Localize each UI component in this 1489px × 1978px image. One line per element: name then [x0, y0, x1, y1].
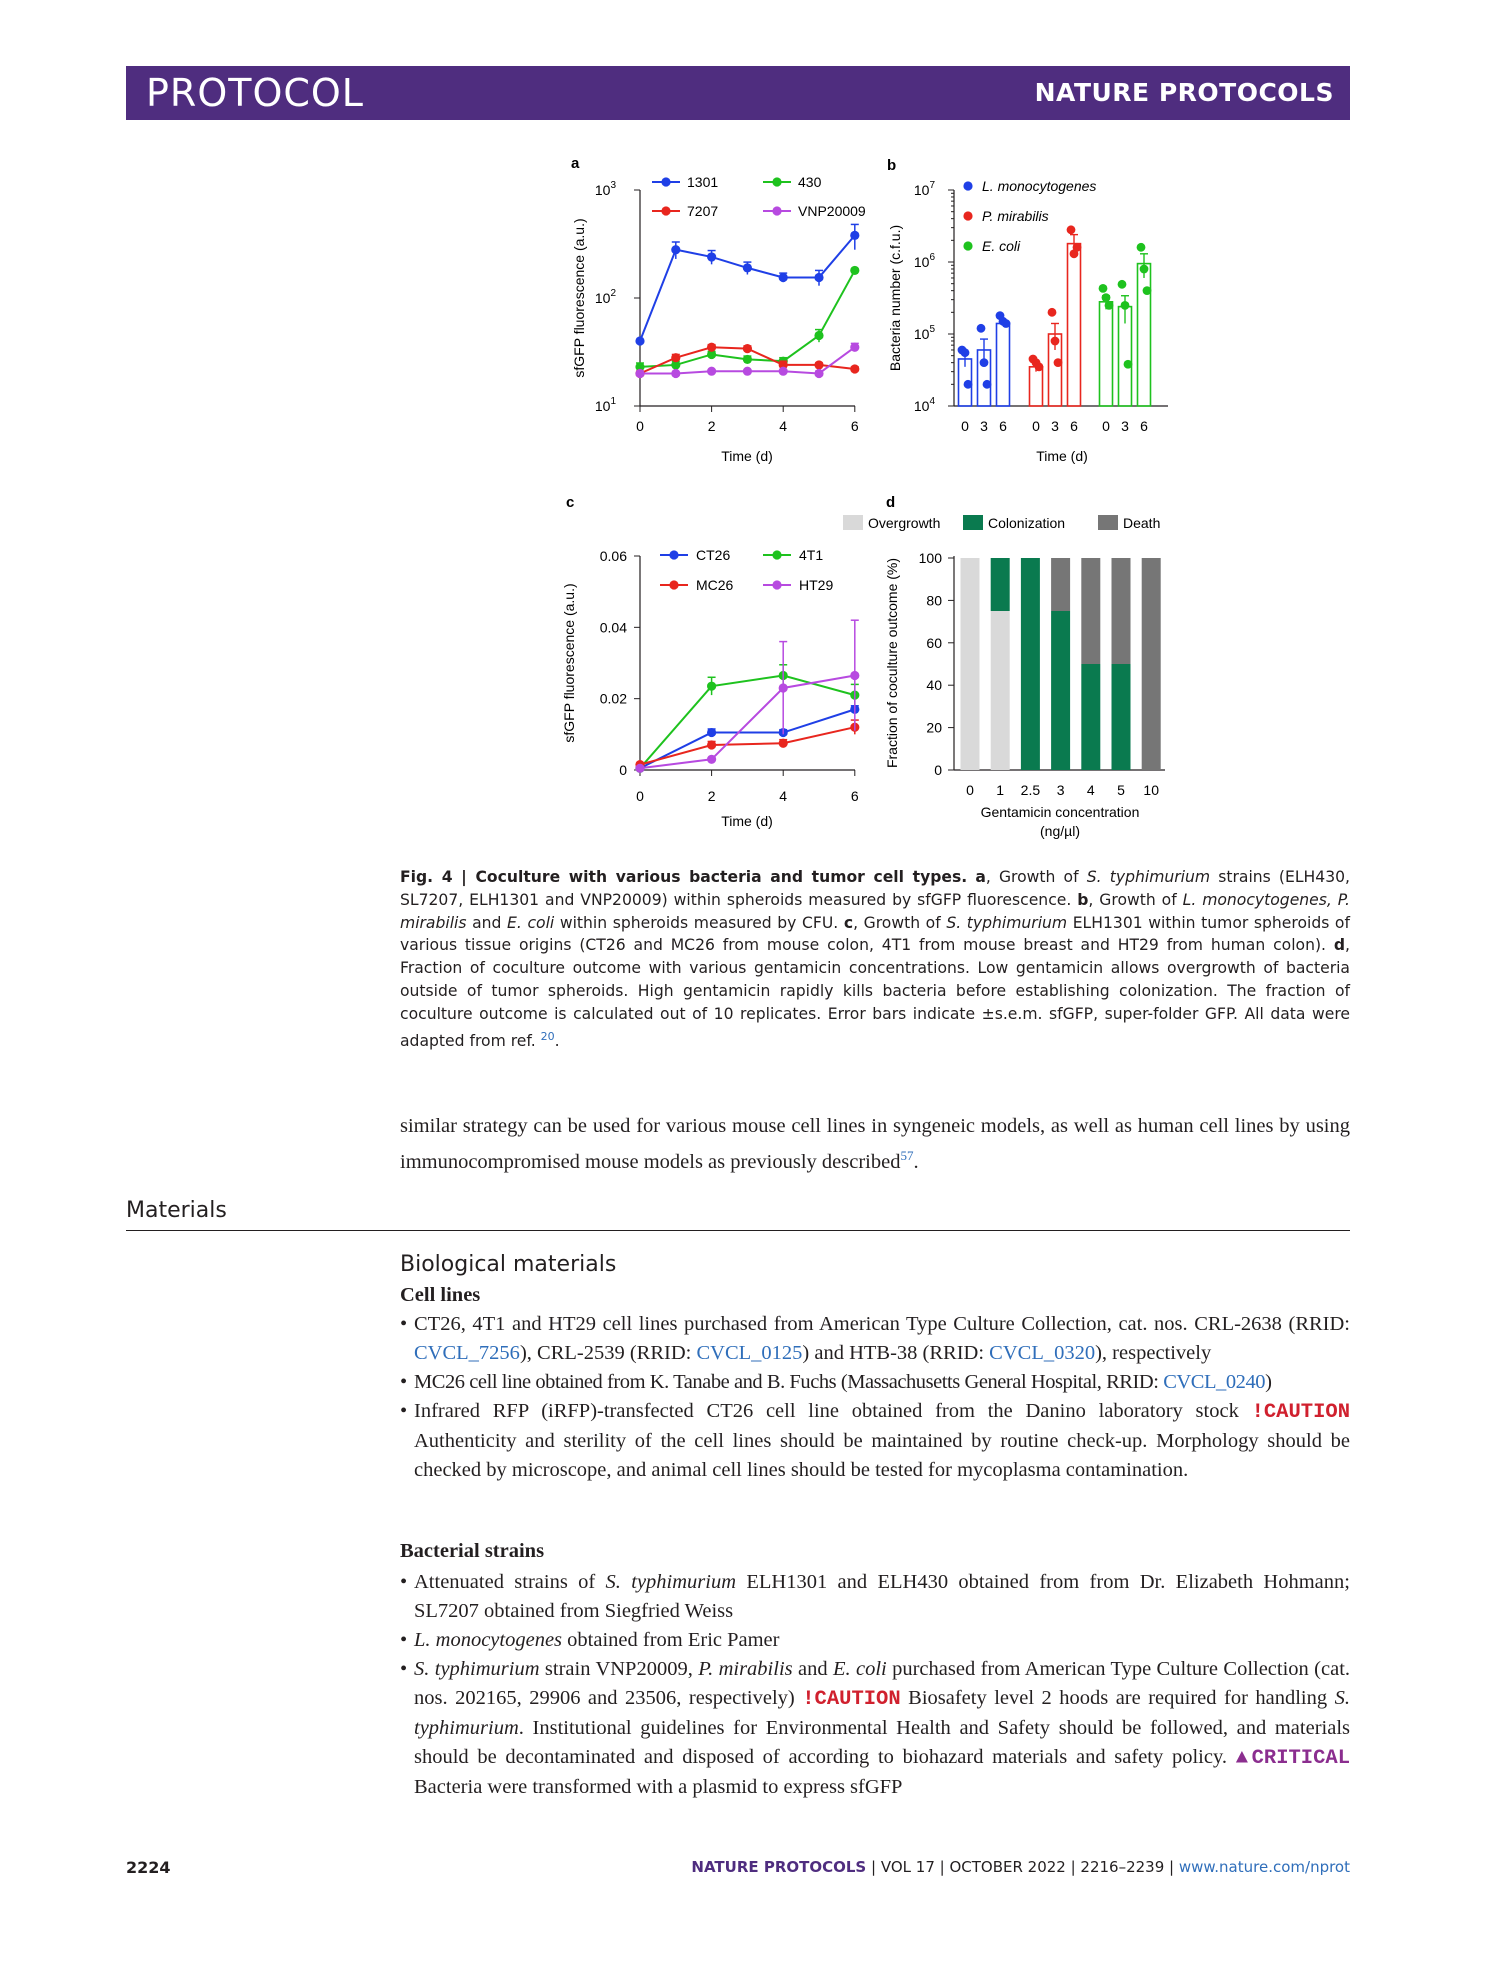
list-item	[400, 1655, 1350, 1802]
c-ytick-label: 0.04	[599, 619, 627, 636]
panel-a-legend	[652, 174, 866, 219]
a-point-7207	[671, 353, 680, 362]
caption-text: and	[466, 913, 508, 932]
species-name: L. monocytogenes	[414, 1629, 563, 1651]
figure-caption	[400, 866, 1350, 1053]
a-point-VNP20009	[707, 367, 716, 376]
a-legend-label: 1301	[687, 174, 719, 190]
page-number: 2224	[126, 1858, 171, 1877]
c-xtick-label: 0	[636, 788, 644, 804]
caption-c: c	[843, 913, 854, 932]
item-text: Authenticity and sterility of the cell lines should be maintained by routine check-up. Morphology should be checked by microscope, and animal cell lines should be tested for mycoplasma contamination.	[414, 1430, 1350, 1481]
b-replicate-point	[1140, 265, 1149, 274]
d-ylabel: Fraction of coculture outcome (%)	[884, 557, 900, 769]
d-xtick-label: 4	[1086, 782, 1095, 798]
caption-title: Coculture with various bacteria and tumor cell types.	[475, 868, 968, 886]
c-point-HT29	[850, 671, 859, 680]
a-point-1301	[743, 263, 752, 272]
item-text: purchased from American Type Culture Collection (cat. nos. 202165, 29906 and 23506, respectively)	[414, 1658, 1351, 1709]
d-ytick-label: 20	[926, 719, 942, 736]
a-legend-label: VNP20009	[798, 203, 866, 219]
b-replicate-point	[1105, 301, 1114, 310]
b-xtick-label: 3	[1051, 418, 1059, 434]
c-point-4T1	[707, 682, 716, 691]
caption-d: d	[1333, 936, 1346, 955]
c-legend-marker	[772, 580, 781, 589]
a-legend-marker	[772, 177, 781, 186]
d-xtick-label: 5	[1117, 782, 1125, 798]
item-text: Infrared RFP (iRFP)-transfected CT26 cell line obtained from the Danino laboratory stock	[414, 1400, 1252, 1422]
section-label: PROTOCOL	[146, 71, 364, 115]
item-text: CT26, 4T1 and HT29 cell lines purchased from American Type Culture Collection, cat. nos. CRL-2638 (RRID:	[414, 1313, 1350, 1335]
a-point-7207	[743, 344, 752, 353]
c-point-HT29	[707, 755, 716, 764]
caption-species: S. typhimurium	[946, 913, 1068, 932]
d-xtick-label: 10	[1143, 782, 1159, 798]
a-xtick-label: 2	[707, 418, 716, 434]
b-xtick-label: 3	[1121, 418, 1129, 434]
b-replicate-point	[1137, 243, 1146, 252]
panel-c-xticks	[636, 770, 859, 804]
rrid-link[interactable]: CVCL_0125	[696, 1342, 803, 1364]
c-ylabel: sfGFP fluorescence (a.u.)	[561, 583, 577, 743]
d-bar-colonization	[1112, 664, 1131, 770]
subheading-biological-materials: Biological materials	[400, 1252, 617, 1277]
para-ref-link[interactable]: 57	[900, 1148, 914, 1163]
d-bar-death	[1081, 558, 1100, 664]
b-replicate-point	[980, 358, 989, 367]
b-replicate-point	[1124, 360, 1133, 369]
panel-a-yticks	[595, 180, 640, 414]
d-xtick-label: 0	[966, 782, 974, 798]
b-legend-label: E. coli	[982, 238, 1021, 254]
d-legend-label: Colonization	[988, 515, 1066, 531]
a-point-7207	[814, 360, 823, 369]
subheading-bacterial-strains: Bacterial strains	[400, 1540, 545, 1562]
section-heading-materials: Materials	[126, 1198, 227, 1223]
caption-text: , Growth of	[1088, 890, 1183, 909]
d-bar-colonization	[1021, 558, 1040, 770]
panel-a-plot	[635, 224, 859, 378]
b-replicate-point	[964, 380, 973, 389]
panel-b-minor-ticks	[948, 190, 954, 406]
a-point-1301	[707, 252, 716, 261]
c-ytick-label: 0.06	[599, 548, 627, 564]
caption-species: E. coli	[507, 913, 555, 932]
b-xtick-label: 6	[1070, 418, 1078, 434]
d-ytick-label: 100	[918, 550, 942, 566]
c-legend-label: HT29	[799, 577, 834, 593]
a-xtick-label: 4	[779, 418, 788, 434]
b-replicate-point	[977, 324, 986, 333]
a-ylabel: sfGFP fluorescence (a.u.)	[571, 218, 587, 378]
a-point-VNP20009	[743, 367, 752, 376]
panel-b	[887, 157, 1168, 464]
c-legend-marker	[669, 580, 678, 589]
a-point-1301	[635, 336, 644, 345]
b-legend-marker	[963, 211, 972, 220]
c-line-4T1	[640, 675, 855, 768]
panel-a	[571, 155, 866, 464]
a-point-430	[850, 266, 859, 275]
item-text: )	[1265, 1371, 1272, 1393]
caption-text: , Fraction of coculture outcome with various gentamicin concentrations. Low gentamicin allows overgrowth of bacteria outside of tumor spheroids. High gentamicin rapidly kills bacteria before establishing colonization. The fraction of coculture outcome is calculated out of 10 replicates. Error bars indicate ±s.e.m. sfGFP, super-folder GFP. All data were adapted from ref.	[400, 936, 1350, 1050]
cell-lines-list	[400, 1310, 1350, 1485]
d-legend-label: Death	[1123, 515, 1161, 531]
item-text: ELH1301 and ELH430 obtained from from Dr. Elizabeth Hohmann; SL7207 obtained from Siegfried Weiss	[414, 1571, 1350, 1622]
a-point-430	[814, 331, 823, 340]
caption-species: L. monocytogenes, P. mirabilis	[400, 890, 1350, 932]
section-divider	[126, 1230, 1350, 1231]
c-xtick-label: 6	[850, 788, 859, 804]
d-bar-overgrowth	[991, 611, 1010, 770]
d-bar-death	[1051, 558, 1070, 611]
d-legend-label: Overgrowth	[868, 515, 941, 531]
d-ytick-label: 40	[926, 677, 942, 694]
a-point-1301	[814, 273, 823, 282]
item-text: strain VNP20009,	[539, 1658, 699, 1680]
b-ytick-4: $10^7$	[913, 180, 935, 198]
a-point-VNP20009	[635, 369, 644, 378]
footer-citation	[691, 1858, 1350, 1876]
c-point-CT26	[707, 728, 716, 737]
b-bar-Ecoli	[1100, 302, 1113, 406]
item-text: ), respectively	[1095, 1342, 1212, 1364]
a-point-7207	[707, 343, 716, 352]
caption-ref-link[interactable]: 20	[540, 1029, 555, 1043]
d-bar-colonization	[991, 558, 1010, 611]
b-replicate-point	[1048, 308, 1057, 317]
c-line-HT29	[640, 675, 855, 768]
a-point-VNP20009	[671, 369, 680, 378]
d-xlabel: Gentamicin concentration	[980, 804, 1140, 820]
caption-text: , Growth of	[985, 868, 1087, 886]
a-ytick-2: $10^2$	[594, 288, 616, 306]
b-xtick-label: 6	[1140, 418, 1148, 434]
panel-d-letter: d	[886, 494, 896, 511]
critical-label: ▲CRITICAL	[1235, 1747, 1351, 1770]
caption-text: .	[554, 1031, 560, 1050]
a-xtick-label: 0	[636, 418, 644, 434]
b-replicate-point	[1073, 243, 1082, 252]
d-bar-colonization	[1081, 664, 1100, 770]
list-item	[400, 1368, 1350, 1397]
a-point-VNP20009	[850, 343, 859, 352]
panel-b-legend	[963, 178, 1096, 254]
footer-volume: | VOL 17 | OCTOBER 2022 | 2216–2239 |	[866, 1858, 1179, 1876]
a-point-430	[743, 355, 752, 364]
d-xlabel-units: (ng/µl)	[1040, 823, 1080, 839]
b-legend-marker	[963, 181, 972, 190]
body-paragraph	[400, 1112, 1350, 1177]
b-replicate-point	[1118, 280, 1127, 289]
panel-c	[561, 494, 859, 829]
d-legend-swatch	[843, 515, 863, 530]
d-xtick-label: 2.5	[1020, 782, 1041, 798]
list-item	[400, 1397, 1350, 1485]
a-point-VNP20009	[814, 369, 823, 378]
a-legend-label: 430	[798, 174, 822, 190]
a-ytick-3: $10^3$	[594, 180, 616, 198]
b-bar-Ecoli	[1138, 264, 1151, 406]
b-replicate-point	[1102, 293, 1111, 302]
c-legend-marker	[772, 550, 781, 559]
b-xtick-label: 6	[999, 418, 1007, 434]
caption-a: a	[975, 868, 986, 886]
list-item	[400, 1626, 1350, 1655]
b-replicate-point	[983, 380, 992, 389]
d-bar-death	[1112, 558, 1131, 664]
a-xlabel: Time (d)	[721, 448, 773, 464]
d-ytick-label: 80	[926, 592, 942, 609]
d-legend-swatch	[963, 515, 983, 530]
caption-b: b	[1077, 890, 1089, 909]
para-text: similar strategy can be used for various mouse cell lines in syngeneic models, as well as human cell lines by using immunocompromised mouse models as previously described	[400, 1115, 1350, 1173]
c-ytick-label: 0.02	[599, 690, 627, 707]
b-replicate-point	[1051, 337, 1060, 346]
a-legend-marker	[772, 206, 781, 215]
b-replicate-point	[1099, 284, 1108, 293]
caption-species: S. typhimurium	[1086, 868, 1211, 886]
species-name: S. typhimurium	[414, 1687, 1350, 1739]
caption-text: within spheroids measured by CFU.	[554, 913, 844, 932]
b-legend-label: L. monocytogenes	[982, 178, 1097, 194]
rrid-link[interactable]: CVCL_0240	[1163, 1371, 1266, 1393]
panel-b-plot	[958, 225, 1152, 434]
a-legend-label: 7207	[687, 203, 719, 219]
b-legend-marker	[963, 241, 972, 250]
item-text: Attenuated strains of	[414, 1571, 606, 1593]
item-text: Bacteria were transformed with a plasmid to express sfGFP	[414, 1776, 903, 1798]
species-name: P. mirabilis	[698, 1658, 793, 1680]
b-replicate-point	[1054, 358, 1063, 367]
b-xlabel: Time (d)	[1036, 448, 1088, 464]
c-legend-label: 4T1	[799, 547, 824, 563]
a-point-1301	[671, 245, 680, 254]
caption-fig-label: Fig. 4 |	[400, 868, 476, 886]
d-ytick-label: 0	[934, 762, 942, 778]
caption-text: strains (ELH430, SL7207, ELH1301 and VNP20009) within spheroids measured by sfGFP fluorescence.	[400, 868, 1350, 909]
c-xtick-label: 4	[779, 788, 788, 804]
b-replicate-point	[1067, 225, 1076, 234]
d-xtick-label: 3	[1056, 782, 1065, 798]
panel-a-letter: a	[571, 155, 580, 172]
b-bar-Lmonocytogenes	[997, 323, 1010, 406]
panel-d-legend	[843, 515, 1160, 531]
item-text: . Institutional guidelines for Environmental Health and Safety should be followed, and materials should be decontaminated and disposed of according to biohazard materials and safety policy.	[414, 1717, 1350, 1768]
c-point-MC26	[707, 740, 716, 749]
a-point-1301	[779, 273, 788, 282]
panel-c-plot	[635, 620, 859, 773]
list-item	[400, 1568, 1350, 1626]
panel-a-xticks	[636, 406, 859, 434]
a-point-1301	[850, 231, 859, 240]
panel-d-yticks	[919, 550, 954, 778]
panel-c-legend	[660, 547, 833, 593]
b-ytick-1: $10^4$	[913, 396, 935, 414]
c-xtick-label: 2	[707, 788, 716, 804]
b-xtick-label: 0	[1102, 418, 1110, 434]
rrid-link[interactable]: CVCL_0320	[989, 1342, 1096, 1364]
caption-text: , Growth of	[853, 913, 947, 932]
panel-d-xticks	[966, 782, 1159, 798]
c-legend-label: MC26	[696, 577, 734, 593]
c-line-CT26	[640, 709, 855, 768]
bacterial-strains-list	[400, 1568, 1350, 1802]
d-legend-swatch	[1098, 515, 1118, 530]
species-name: E. coli	[832, 1658, 887, 1680]
caption-text: ELH1301 within tumor spheroids of various tissue origins (CT26 and MC26 from mouse colon, 4T1 from mouse breast and HT29 from human colon).	[400, 913, 1350, 955]
a-xtick-label: 6	[850, 418, 859, 434]
caution-label: !CAUTION	[1251, 1401, 1350, 1424]
c-ytick-label: 0	[619, 762, 627, 778]
species-name: S. typhimurium	[414, 1658, 540, 1680]
d-bar-death	[1142, 558, 1161, 770]
b-replicate-point	[1143, 286, 1152, 295]
item-text: obtained from Eric Pamer	[562, 1629, 780, 1651]
item-text: Biosafety level 2 hoods are required for handling	[900, 1687, 1335, 1709]
list-item	[400, 1310, 1350, 1368]
d-xtick-label: 1	[996, 782, 1005, 798]
b-ylabel: Bacteria number (c.f.u.)	[887, 224, 903, 372]
b-ytick-2: $10^5$	[913, 324, 935, 342]
b-xtick-label: 0	[1032, 418, 1040, 434]
panel-d	[843, 494, 1165, 839]
subheading-cell-lines: Cell lines	[400, 1284, 481, 1306]
b-replicate-point	[1002, 319, 1011, 328]
b-bar-Pmirabilis	[1030, 367, 1043, 406]
c-legend-marker	[669, 550, 678, 559]
a-point-VNP20009	[779, 367, 788, 376]
panel-c-letter: c	[566, 494, 575, 511]
b-bar-Pmirabilis	[1068, 244, 1081, 406]
a-legend-marker	[661, 206, 670, 215]
para-text: .	[913, 1150, 919, 1173]
b-xtick-label: 3	[980, 418, 988, 434]
c-point-HT29	[635, 764, 644, 773]
b-legend-label: P. mirabilis	[982, 208, 1049, 224]
item-text: ) and HTB-38 (RRID:	[802, 1342, 990, 1364]
c-point-HT29	[779, 683, 788, 692]
d-bar-overgrowth	[961, 558, 980, 770]
a-point-7207	[850, 364, 859, 373]
rrid-link[interactable]: CVCL_7256	[414, 1342, 520, 1364]
panel-d-plot	[961, 558, 1161, 770]
caution-label: !CAUTION	[802, 1688, 901, 1711]
footer-url-link[interactable]: www.nature.com/nprot	[1178, 1858, 1350, 1876]
b-replicate-point	[961, 348, 970, 357]
a-legend-marker	[661, 177, 670, 186]
b-replicate-point	[1035, 362, 1044, 371]
a-ytick-1: $10^1$	[594, 396, 616, 414]
d-ytick-label: 60	[926, 634, 942, 651]
panel-c-yticks	[600, 548, 640, 778]
species-name: S. typhimurium	[605, 1571, 737, 1593]
c-legend-label: CT26	[696, 547, 731, 563]
item-text: and	[792, 1658, 833, 1680]
d-bar-colonization	[1051, 611, 1070, 770]
item-text: ), CRL-2539 (RRID:	[519, 1342, 697, 1364]
c-xlabel: Time (d)	[721, 813, 773, 829]
item-text: MC26 cell line obtained from K. Tanabe and B. Fuchs (Massachusetts General Hospital, RRID:	[414, 1371, 1164, 1393]
panel-b-letter: b	[887, 157, 897, 174]
c-point-MC26	[779, 739, 788, 748]
journal-name: NATURE PROTOCOLS	[1034, 78, 1334, 107]
footer-journal: NATURE PROTOCOLS	[691, 1858, 867, 1876]
b-ytick-3: $10^6$	[913, 252, 935, 270]
b-replicate-point	[1121, 301, 1130, 310]
figure-4	[0, 0, 1489, 860]
b-xtick-label: 0	[961, 418, 969, 434]
